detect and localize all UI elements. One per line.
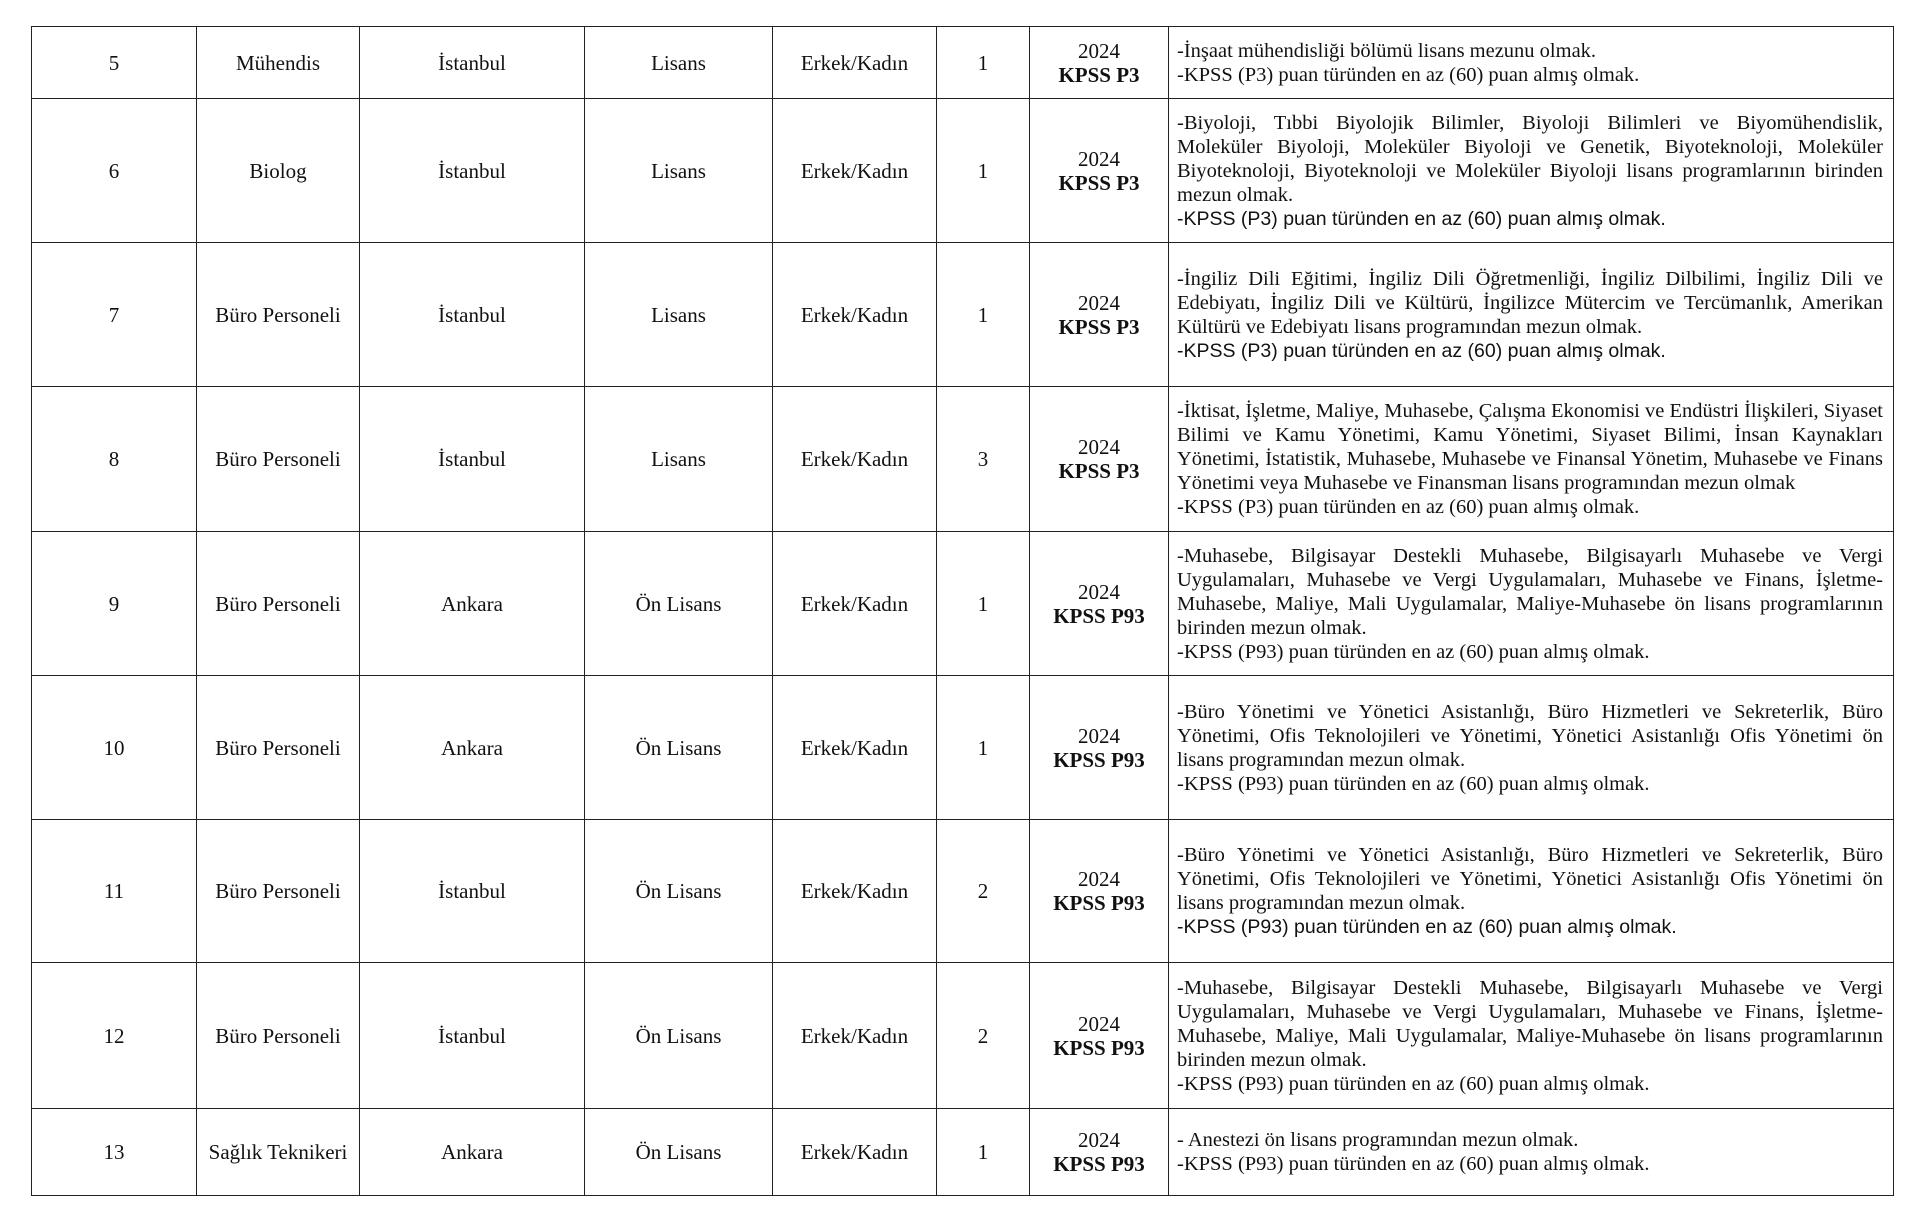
kpss-cell (1030, 99, 1169, 243)
table-row (32, 676, 1894, 820)
table-row (32, 963, 1894, 1109)
gender-cell: Erkek/Kadın (773, 243, 937, 387)
requirement-line: -KPSS (P3) puan türünden en az (60) puan almış olmak. (1177, 496, 1640, 518)
requirement-line: -KPSS (P93) puan türünden en az (60) puan almış olmak. (1177, 640, 1650, 663)
table-row (32, 243, 1894, 387)
kpss-type: KPSS P93 (1053, 603, 1145, 628)
title-cell: Büro Personeli (197, 532, 360, 676)
row-number-cell: 12 (32, 963, 197, 1109)
requirement-line: -KPSS (P3) puan türünden en az (60) puan almış olmak. (1177, 339, 1666, 362)
kpss-type: KPSS P93 (1053, 891, 1145, 915)
gender-cell: Erkek/Kadın (773, 820, 937, 963)
row-number-cell: 6 (32, 99, 197, 243)
kpss-type: KPSS P3 (1058, 170, 1140, 195)
title-cell: Büro Personeli (197, 243, 360, 387)
gender-cell: Erkek/Kadın (773, 27, 937, 99)
education-cell: Lisans (585, 27, 773, 99)
row-number-cell: 13 (32, 1109, 197, 1196)
table-row (32, 1109, 1894, 1196)
location-cell: Ankara (360, 532, 585, 676)
count-cell: 1 (937, 243, 1030, 387)
requirements-cell (1169, 243, 1894, 387)
education-cell: Ön Lisans (585, 820, 773, 963)
requirement-line: -KPSS (P93) puan türünden en az (60) puan almış olmak. (1177, 772, 1650, 795)
kpss-year: 2024 (1078, 435, 1120, 459)
requirements-cell (1169, 820, 1894, 963)
title-cell: Büro Personeli (197, 820, 360, 963)
kpss-cell (1030, 243, 1169, 387)
location-cell: Ankara (360, 676, 585, 820)
education-cell: Ön Lisans (585, 1109, 773, 1196)
kpss-year: 2024 (1078, 1128, 1120, 1152)
location-cell: İstanbul (360, 27, 585, 99)
location-cell: İstanbul (360, 387, 585, 532)
count-cell: 2 (937, 963, 1030, 1109)
location-cell: İstanbul (360, 243, 585, 387)
row-number-cell: 5 (32, 27, 197, 99)
kpss-year: 2024 (1078, 723, 1120, 748)
kpss-year: 2024 (1078, 146, 1120, 171)
requirements-cell (1169, 99, 1894, 243)
requirement-line: -Muhasebe, Bilgisayar Destekli Muhasebe, Bilgisayarlı Muhasebe ve Vergi Uygulamaları, Muhasebe ve Vergi Uygulamaları, Muhasebe ve Finans, İşletme-Muhasebe, Maliye, Mali Uygulamalar, Maliye-Muhasebe ön lisans programlarının birinden mezun olmak. (1177, 976, 1883, 1071)
gender-cell: Erkek/Kadın (773, 99, 937, 243)
kpss-type: KPSS P93 (1053, 747, 1145, 772)
kpss-cell (1030, 532, 1169, 676)
row-number-cell: 10 (32, 676, 197, 820)
requirements-cell (1169, 1109, 1894, 1196)
kpss-cell (1030, 1109, 1169, 1196)
title-cell: Büro Personeli (197, 963, 360, 1109)
education-cell: Ön Lisans (585, 963, 773, 1109)
positions-table (31, 26, 1894, 1196)
table-row (32, 820, 1894, 963)
location-cell: İstanbul (360, 820, 585, 963)
requirements-cell (1169, 387, 1894, 532)
row-number-cell: 9 (32, 532, 197, 676)
requirement-line: - Anestezi ön lisans programından mezun olmak. (1177, 1129, 1579, 1151)
kpss-year: 2024 (1078, 38, 1120, 63)
positions-table-body (32, 27, 1894, 1196)
kpss-cell (1030, 387, 1169, 532)
education-cell: Ön Lisans (585, 676, 773, 820)
requirement-line: -KPSS (P93) puan türünden en az (60) puan almış olmak. (1177, 1153, 1650, 1175)
table-row (32, 532, 1894, 676)
kpss-cell (1030, 676, 1169, 820)
requirements-cell (1169, 676, 1894, 820)
kpss-cell (1030, 27, 1169, 99)
count-cell: 1 (937, 532, 1030, 676)
gender-cell: Erkek/Kadın (773, 676, 937, 820)
requirement-line: -Büro Yönetimi ve Yönetici Asistanlığı, Büro Hizmetleri ve Sekreterlik, Büro Yönetimi, Ofis Teknolojileri ve Yönetimi, Yönetici Asistanlığı Ofis Yönetimi ön lisans programından mezun olmak. (1177, 844, 1883, 914)
gender-cell: Erkek/Kadın (773, 387, 937, 532)
title-cell: Sağlık Teknikeri (197, 1109, 360, 1196)
table-row (32, 27, 1894, 99)
requirements-cell (1169, 532, 1894, 676)
count-cell: 1 (937, 27, 1030, 99)
requirements-cell (1169, 27, 1894, 99)
gender-cell: Erkek/Kadın (773, 963, 937, 1109)
row-number-cell: 8 (32, 387, 197, 532)
location-cell: Ankara (360, 1109, 585, 1196)
gender-cell: Erkek/Kadın (773, 532, 937, 676)
title-cell: Büro Personeli (197, 676, 360, 820)
education-cell: Ön Lisans (585, 532, 773, 676)
count-cell: 1 (937, 1109, 1030, 1196)
kpss-year: 2024 (1078, 290, 1120, 315)
row-number-cell: 11 (32, 820, 197, 963)
count-cell: 1 (937, 99, 1030, 243)
document-page (31, 26, 1893, 1196)
requirement-line: -İktisat, İşletme, Maliye, Muhasebe, Çalışma Ekonomisi ve Endüstri İlişkileri, Siyaset Bilimi ve Kamu Yönetimi, Kamu Yönetimi, Siyaset Bilimi, İnsan Kaynakları Yönetimi, İstatistik, Muhasebe, Muhasebe ve Finansal Yönetim, Muhasebe ve Finans Yönetimi veya Muhasebe ve Finansman lisans programından mezun olmak (1177, 400, 1883, 494)
row-number-cell: 7 (32, 243, 197, 387)
education-cell: Lisans (585, 99, 773, 243)
requirement-line: -Muhasebe, Bilgisayar Destekli Muhasebe, Bilgisayarlı Muhasebe ve Vergi Uygulamaları, Muhasebe ve Vergi Uygulamaları, Muhasebe ve Finans, İşletme-Muhasebe, Maliye, Mali Uygulamalar, Maliye-Muhasebe ön lisans programlarının birinden mezun olmak. (1177, 544, 1883, 639)
gender-cell: Erkek/Kadın (773, 1109, 937, 1196)
table-row (32, 387, 1894, 532)
title-cell: Biolog (197, 99, 360, 243)
location-cell: İstanbul (360, 963, 585, 1109)
requirements-cell (1169, 963, 1894, 1109)
kpss-type: KPSS P3 (1058, 314, 1140, 339)
count-cell: 2 (937, 820, 1030, 963)
requirement-line: -KPSS (P93) puan türünden en az (60) puan almış olmak. (1177, 916, 1677, 938)
kpss-type: KPSS P3 (1058, 62, 1140, 87)
kpss-cell (1030, 963, 1169, 1109)
kpss-cell (1030, 820, 1169, 963)
title-cell: Büro Personeli (197, 387, 360, 532)
requirement-line: -Büro Yönetimi ve Yönetici Asistanlığı, Büro Hizmetleri ve Sekreterlik, Büro Yönetimi, Ofis Teknolojileri ve Yönetimi, Yönetici Asistanlığı Ofis Yönetimi ön lisans programından mezun olmak. (1177, 700, 1883, 771)
requirement-line: -İnşaat mühendisliği bölümü lisans mezunu olmak. (1177, 39, 1597, 62)
education-cell: Lisans (585, 243, 773, 387)
location-cell: İstanbul (360, 99, 585, 243)
kpss-year: 2024 (1078, 867, 1120, 891)
kpss-type: KPSS P93 (1053, 1035, 1145, 1060)
table-row (32, 99, 1894, 243)
title-cell: Mühendis (197, 27, 360, 99)
requirement-line: -İngiliz Dili Eğitimi, İngiliz Dili Öğretmenliği, İngiliz Dilbilimi, İngiliz Dili ve Edebiyatı, İngiliz Dili ve Kültürü, İngilizce Mütercim ve Tercümanlık, Amerikan Kültürü ve Edebiyatı lisans programından mezun olmak. (1177, 267, 1883, 338)
requirement-line: -KPSS (P3) puan türünden en az (60) puan almış olmak. (1177, 207, 1666, 230)
requirement-line: -Biyoloji, Tıbbi Biyolojik Bilimler, Biyoloji Bilimleri ve Biyomühendislik, Moleküler Biyoloji, Moleküler Biyoloji ve Genetik, Biyoteknoloji, Moleküler Biyoteknoloji, Biyoteknoloji ve Moleküler Biyoloji lisans programlarının birinden mezun olmak. (1177, 111, 1883, 206)
count-cell: 3 (937, 387, 1030, 532)
education-cell: Lisans (585, 387, 773, 532)
kpss-type: KPSS P93 (1053, 1152, 1145, 1176)
kpss-type: KPSS P3 (1058, 459, 1140, 483)
requirement-line: -KPSS (P93) puan türünden en az (60) puan almış olmak. (1177, 1072, 1650, 1095)
kpss-year: 2024 (1078, 1011, 1120, 1036)
count-cell: 1 (937, 676, 1030, 820)
requirement-line: -KPSS (P3) puan türünden en az (60) puan almış olmak. (1177, 63, 1640, 86)
kpss-year: 2024 (1078, 579, 1120, 604)
